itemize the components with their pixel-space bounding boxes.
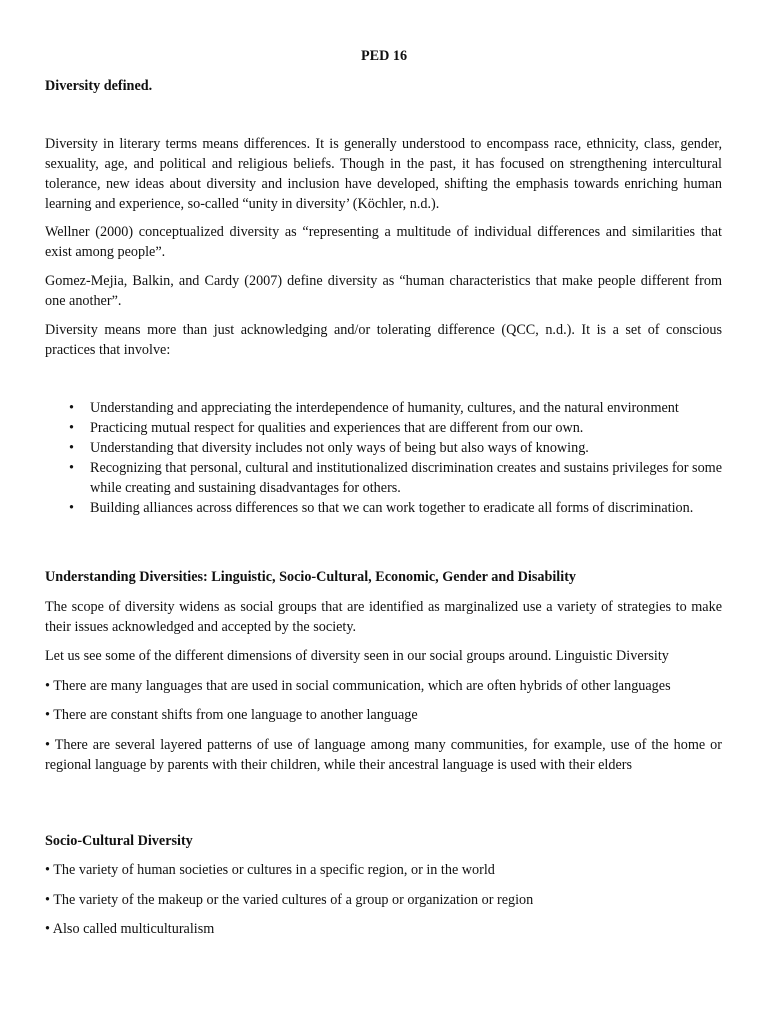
socio-cultural-point-1: • The variety of human societies or cultures in a specific region, or in the world — [45, 862, 495, 878]
list-item-text: Recognizing that personal, cultural and institutionalized discrimination creates and sustains privileges for some while creating and sustaining disadvantages for others. — [90, 460, 722, 496]
document-title: PED 16 — [360, 48, 408, 64]
paragraph-gomez-mejia: Gomez-Mejia, Balkin, and Cardy (2007) define diversity as “human characteristics that make people different from one another”. — [45, 273, 722, 309]
socio-cultural-point-3: • Also called multiculturalism — [45, 921, 215, 937]
paragraph-diversity-definition: Diversity in literary terms means differences. It is generally understood to encompass race, ethnicity, class, gender, sexuality, age, and political and religious beliefs. Though in the past, it has focused on strengthening intercultural tolerance, new ideas about diversity and inclusion have developed, shifting the emphasis towards enriching human learning and experience, so-called “unity in diversity’ (Köchler, n.d.). — [45, 136, 722, 212]
paragraph-conscious-practices: Diversity means more than just acknowledging and/or tolerating difference (QCC, n.d.). It is a set of conscious practices that involve: — [45, 322, 722, 358]
list-item — [69, 498, 722, 518]
paragraph-wellner: Wellner (2000) conceptualized diversity as “representing a multitude of individual differences and similarities that exist among people”. — [45, 224, 722, 260]
paragraph-scope-of-diversity: The scope of diversity widens as social groups that are identified as marginalized use a variety of strategies to make their issues acknowledged and accepted by the society. — [45, 599, 722, 635]
list-item-text: Understanding that diversity includes not only ways of being but also ways of knowing. — [90, 440, 589, 456]
list-item-text: Building alliances across differences so that we can work together to eradicate all forms of discrimination. — [90, 500, 694, 516]
list-item-text: Practicing mutual respect for qualities and experiences that are different from our own. — [90, 420, 584, 436]
socio-cultural-point-2: • The variety of the makeup or the varied cultures of a group or organization or region — [45, 892, 534, 908]
list-item — [69, 438, 722, 458]
list-item — [69, 418, 722, 438]
bullet-icon: • — [69, 460, 74, 476]
practices-list — [45, 398, 722, 518]
bullet-icon: • — [69, 440, 74, 456]
linguistic-point-1: • There are many languages that are used in social communication, which are often hybrids of other languages — [45, 678, 671, 694]
linguistic-point-3: • There are several layered patterns of use of language among many communities, for example, use of the home or regional language by parents with their children, while their ancestral language is used with their elders — [45, 737, 722, 773]
section-heading-socio-cultural: Socio-Cultural Diversity — [45, 833, 193, 849]
list-item — [69, 398, 722, 418]
bullet-icon: • — [69, 400, 74, 416]
list-item — [69, 458, 722, 498]
linguistic-point-2: • There are constant shifts from one language to another language — [45, 707, 418, 723]
paragraph-dimensions-of-diversity: Let us see some of the different dimensions of diversity seen in our social groups around. Linguistic Diversity — [45, 648, 669, 664]
section-heading-understanding-diversities: Understanding Diversities: Linguistic, Socio-Cultural, Economic, Gender and Disability — [45, 569, 577, 585]
bullet-icon: • — [69, 420, 74, 436]
list-item-text: Understanding and appreciating the interdependence of humanity, cultures, and the natural environment — [90, 400, 679, 416]
bullet-icon: • — [69, 500, 74, 516]
section-heading-diversity-defined: Diversity defined. — [45, 78, 153, 94]
